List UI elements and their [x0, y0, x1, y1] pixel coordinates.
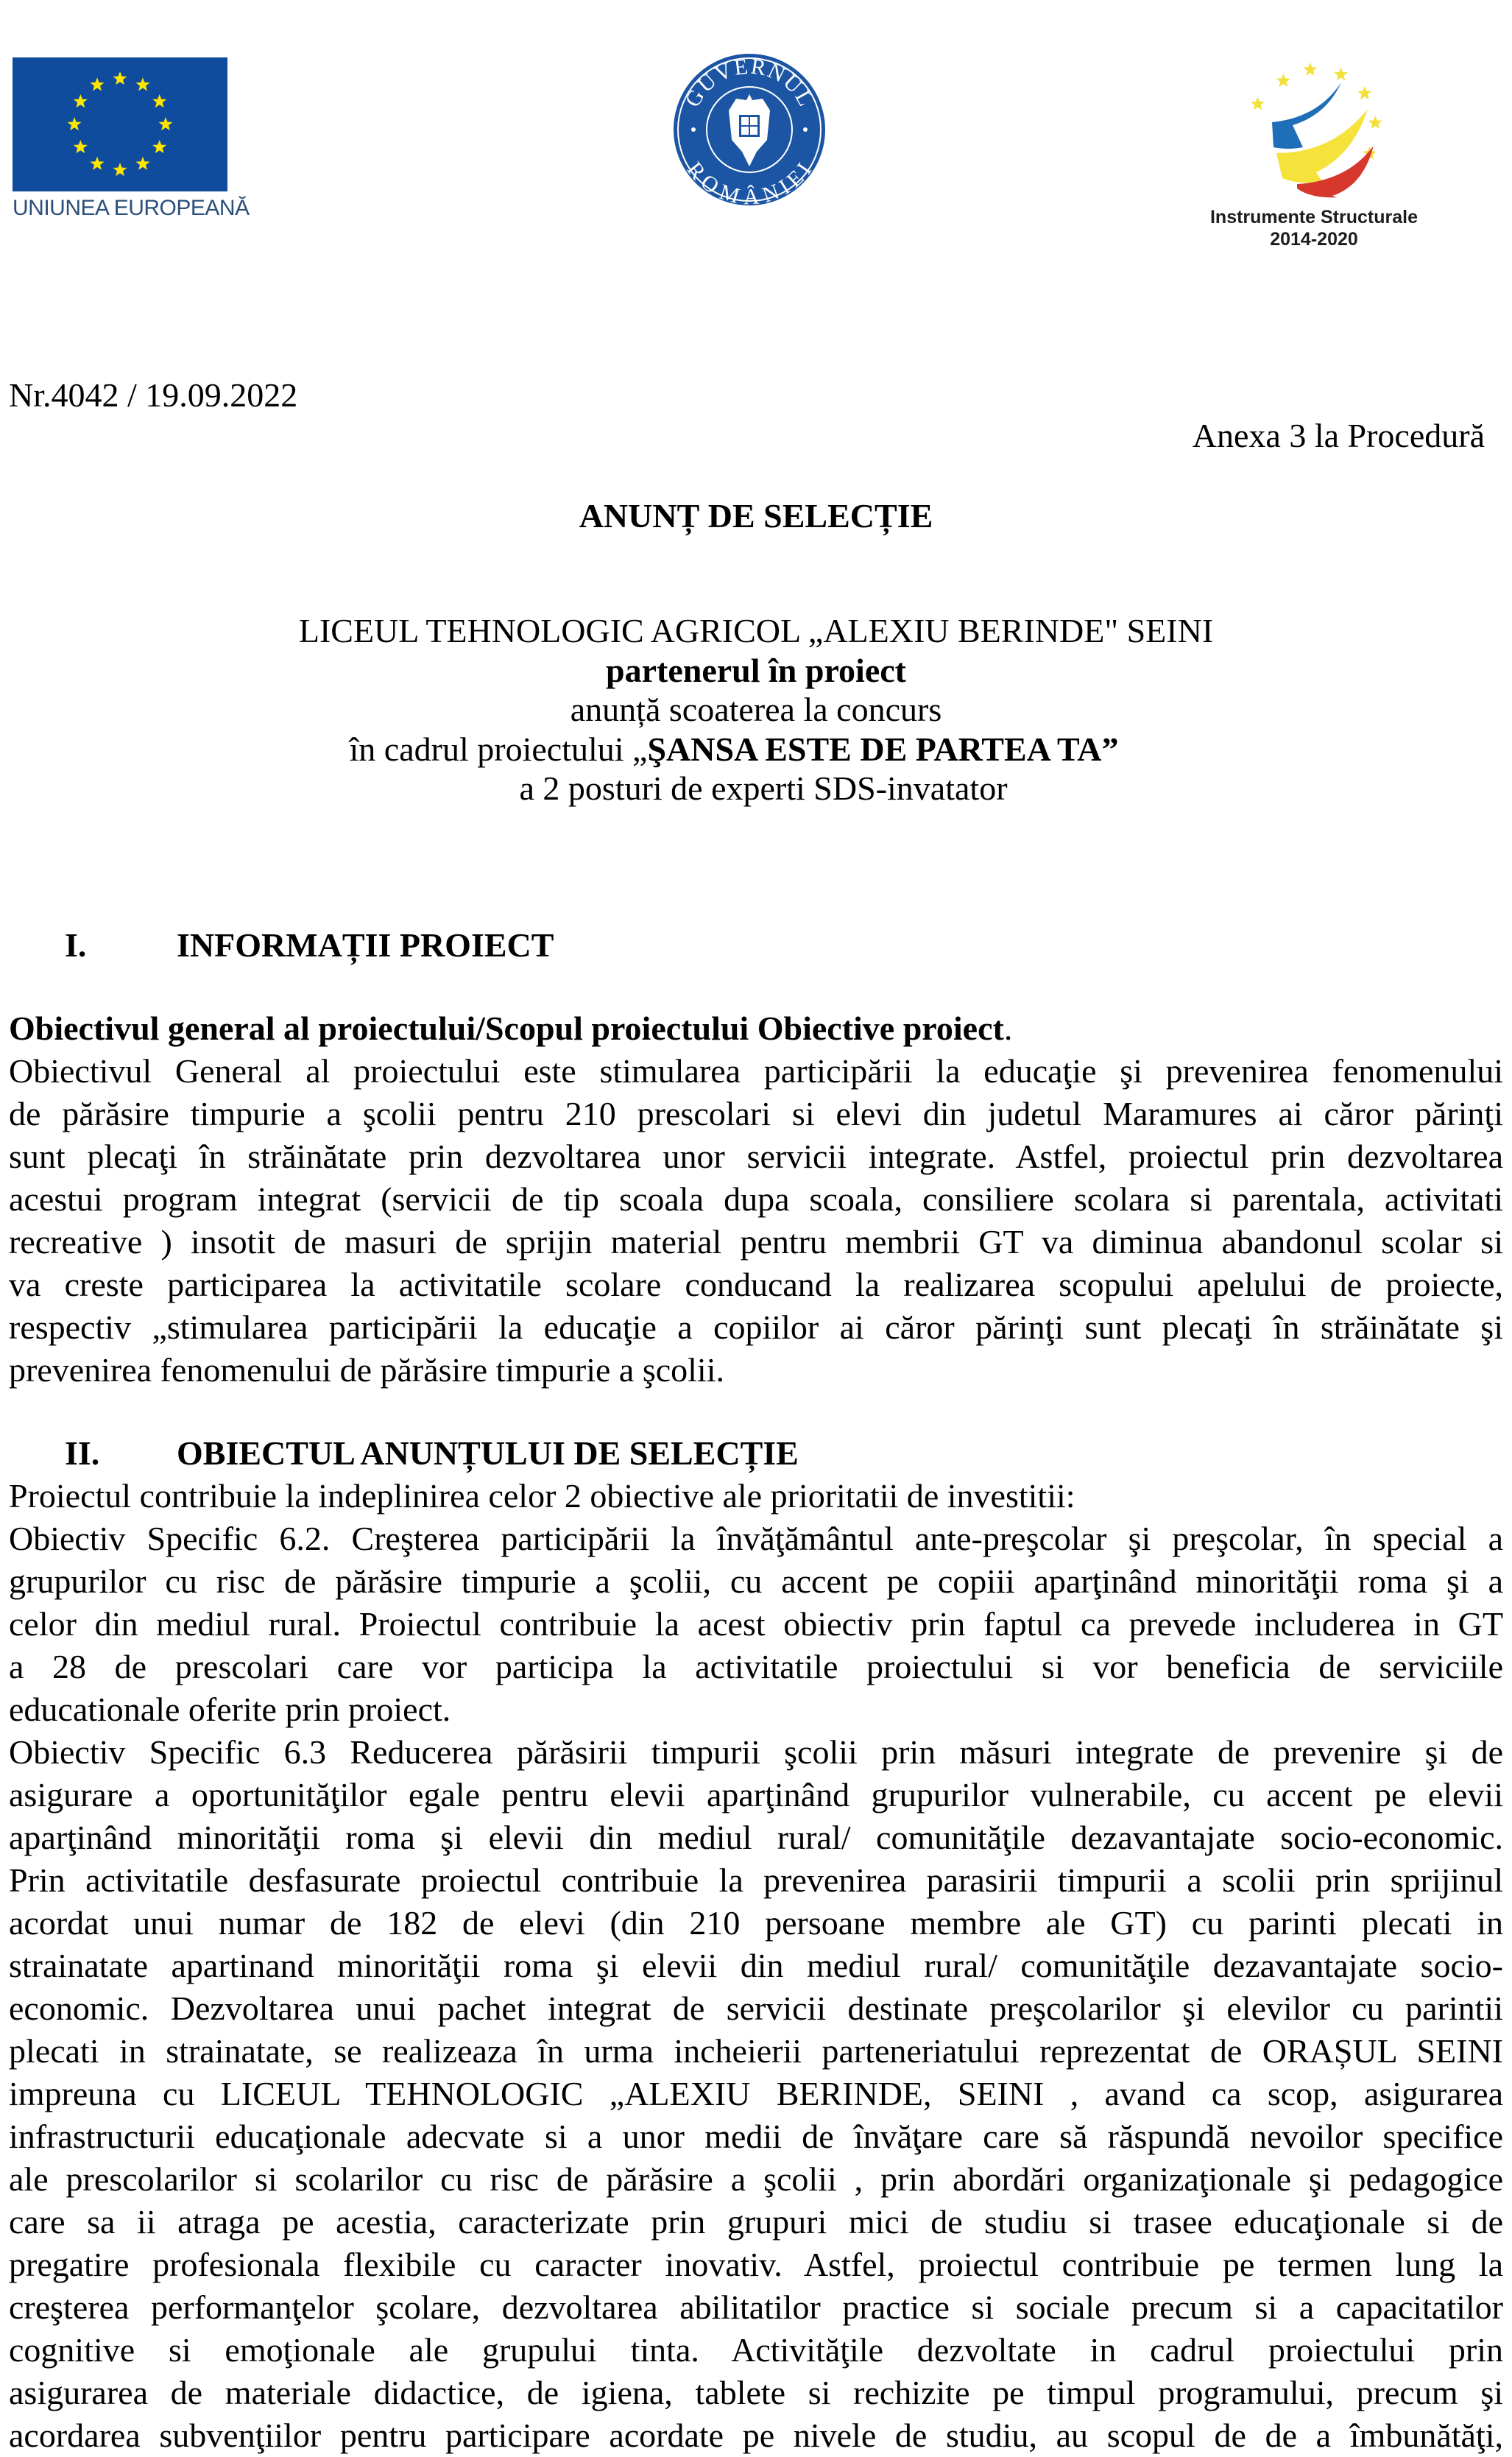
eu-star-icon: [136, 77, 150, 91]
paragraph-line: acordarea subvenţiilor pentru participare acordate pe nivele de studiu, au scopul de de a îmbunătăţi,: [9, 2417, 1503, 2454]
paragraph-line: acordat unui numar de 182 de elevi (din 210 persoane membre ale GT) cu parinti plecati in: [9, 1904, 1503, 1942]
paragraph-line: Obiectivul General al proiectului este stimularea participării la educaţie şi prevenirea fenomenului: [9, 1052, 1503, 1090]
section-1-title: INFORMAȚII PROIECT: [177, 926, 554, 964]
paragraph-line: celor din mediul rural. Proiectul contribuie la acest obiectiv prin faptul ca prevede includerea in GT: [9, 1605, 1503, 1643]
eu-star-icon: [68, 117, 82, 130]
section-1-paragraph: [9, 1050, 1503, 1392]
paragraph-line: recreative ) insotit de masuri de sprijin material pentru membrii GT va diminua abandonul scolar si: [9, 1223, 1503, 1261]
eu-star-icon: [91, 77, 105, 91]
eu-star-icon: [74, 140, 88, 153]
paragraph-line: strainatate apartinand minorităţii roma şi elevii din mediul rural/ comunităţile dezavantajate socio-: [9, 1947, 1503, 1984]
eu-flag-stars: [13, 57, 227, 191]
section-1-subtitle: [9, 1007, 1012, 1050]
announcement-line: anunță scoaterea la concurs: [570, 691, 942, 728]
project-line-prefix: în cadrul proiectului „: [349, 730, 648, 768]
paragraph-line: impreuna cu LICEUL TEHNOLOGIC „ALEXIU BERINDE, SEINI , avand ca scop, asigurarea: [9, 2075, 1503, 2112]
eu-star-icon: [152, 94, 166, 107]
paragraph-line: Proiectul contribuie la indeplinirea celor 2 obiective ale prioritatii de investitii:: [9, 1477, 1075, 1515]
paragraph-line: va creste participarea la activitatile scolare conducand la realizarea scopului apelului de proiecte,: [9, 1266, 1503, 1303]
structural-instruments-label: [1193, 206, 1435, 250]
partner-label: partenerul în proiect: [606, 651, 906, 689]
announcement-intro: [0, 611, 1512, 808]
seal-bottom-text: ROMÂNIEI: [682, 157, 818, 208]
section-1-number: I.: [65, 926, 87, 964]
annex-label: Anexa 3 la Procedură: [1192, 417, 1485, 454]
section-1-subtitle-period: .: [1003, 1009, 1013, 1047]
eu-star-icon: [91, 157, 105, 170]
paragraph-line: infrastructurii educaţionale adecvate si a unor medii de învăţare care să răspundă nevoilor specifice: [9, 2118, 1503, 2155]
paragraph-line: sunt plecaţi în străinătate prin dezvoltarea unor servicii integrate. Astfel, proiectul prin dezvoltarea: [9, 1138, 1503, 1175]
paragraph-line: economic. Dezvoltarea unui pachet integrat de servicii destinate preşcolarilor şi elevilor cu parintii: [9, 1989, 1503, 2027]
paragraph-line: acestui program integrat (servicii de tip scoala dupa scoala, consiliere scolara si parentala, activitati: [9, 1180, 1503, 1218]
paragraph-line: Obiectiv Specific 6.3 Reducerea părăsirii timpurii şcolii prin măsuri integrate de prevenire şi de: [9, 1733, 1503, 1771]
paragraph-line: ale prescolarilor si scolarilor cu risc de părăsire a şcolii , prin abordări organizaţionale şi pedagogice: [9, 2160, 1503, 2198]
paragraph-line: respectiv „stimularea participării la educaţie a copiilor ai căror părinţi sunt plecaţi în străinătate şi: [9, 1308, 1503, 1346]
eu-logo-label: UNIUNEA EUROPEANĂ: [13, 196, 250, 220]
paragraph-line: a 28 de prescolari care vor participa la activitatile proiectului si vor beneficia de serviciile: [9, 1648, 1503, 1685]
paragraph-line: asigurarea de materiale didactice, de igiena, tablete si rechizite pe timpul programului, precum şi: [9, 2374, 1503, 2411]
paragraph-line: cognitive si emoţionale ale grupului tinta. Activităţile dezvoltate in cadrul proiectului prin: [9, 2331, 1503, 2369]
institution-name: LICEUL TEHNOLOGIC AGRICOL „ALEXIU BERINDE" SEINI: [298, 612, 1214, 649]
eu-star-icon: [136, 157, 150, 170]
project-line: [0, 730, 1512, 769]
paragraph-line: Prin activitatile desfasurate proiectul contribuie la prevenirea parasirii timpurii a scolii prin sprijinul: [9, 1861, 1503, 1899]
project-name: ŞANSA ESTE DE PARTEA TA: [647, 730, 1102, 768]
si-star-icon: [1357, 86, 1371, 99]
paragraph-line: plecati in strainatate, se realizeaza în urma incheierii parteneriatului reprezentat de ORAȘUL SEINI: [9, 2032, 1503, 2070]
paragraph-line: educationale oferite prin proiect.: [9, 1691, 451, 1728]
paragraph-line: care sa ii atraga pe acestia, caracterizate prin grupuri mici de studiu si trasee educaţionale si de: [9, 2203, 1503, 2241]
document-title: ANUNȚ DE SELECȚIE: [579, 497, 933, 535]
section-2-number: II.: [65, 1434, 100, 1472]
project-line-suffix: ”: [1101, 730, 1119, 768]
structural-instruments-logo-icon: [1229, 52, 1399, 199]
paragraph-line: de părăsire timpurie a şcolii pentru 210 prescolari si elevi din judetul Maramures ai căror părinţi: [9, 1095, 1503, 1132]
paragraph-line: asigurare a oportunităţilor egale pentru elevii aparţinând grupurilor vulnerabile, cu accent pe elevii: [9, 1776, 1503, 1813]
paragraph-line: aparţinând minorităţii roma şi elevii din mediul rural/ comunităţile dezavantajate socio-economic.: [9, 1819, 1503, 1856]
positions-line: a 2 posturi de experti SDS-invatator: [519, 769, 1008, 807]
paragraph-line: creşterea performanţelor şcolare, dezvoltarea abilitatilor practice si sociale precum si a capacitatilor: [9, 2288, 1503, 2326]
section-1-subtitle-text: Obiectivul general al proiectului/Scopul proiectului Obiective proiect: [9, 1009, 1004, 1047]
structural-instruments-name: Instrumente Structurale: [1209, 207, 1418, 228]
romanian-government-seal-icon: [671, 52, 827, 208]
eu-star-icon: [113, 71, 127, 85]
eu-star-icon: [74, 94, 88, 107]
seal-top-text: GUVERNUL: [680, 54, 819, 112]
paragraph-line: Obiectiv Specific 6.2. Creşterea participării la învăţământul ante-preşcolar şi preşcolar, în special a: [9, 1520, 1503, 1557]
eu-star-icon: [113, 163, 127, 176]
structural-instruments-period: 2014-2020: [1270, 229, 1358, 250]
eu-flag-icon: [13, 57, 227, 191]
eu-star-icon: [159, 117, 173, 130]
si-star-icon: [1251, 96, 1265, 110]
si-star-icon: [1303, 63, 1317, 76]
si-star-icon: [1334, 67, 1348, 80]
paragraph-line: grupurilor cu risc de părăsire timpurie a şcolii, cu accent pe copiii aparţinând minorităţii roma şi a: [9, 1562, 1503, 1600]
eu-star-icon: [152, 140, 166, 153]
paragraph-line: prevenirea fenomenului de părăsire timpurie a şcolii.: [9, 1351, 724, 1389]
document-reference-number: Nr.4042 / 19.09.2022: [9, 376, 298, 414]
section-2-title: OBIECTUL ANUNȚULUI DE SELECȚIE: [177, 1434, 799, 1472]
si-star-icon: [1276, 74, 1290, 87]
section-2-paragraph: [9, 1475, 1503, 2457]
paragraph-line: pregatire profesionala flexibile cu caracter inovativ. Astfel, proiectul contribuie pe termen lung la: [9, 2246, 1503, 2283]
si-star-icon: [1368, 116, 1382, 129]
